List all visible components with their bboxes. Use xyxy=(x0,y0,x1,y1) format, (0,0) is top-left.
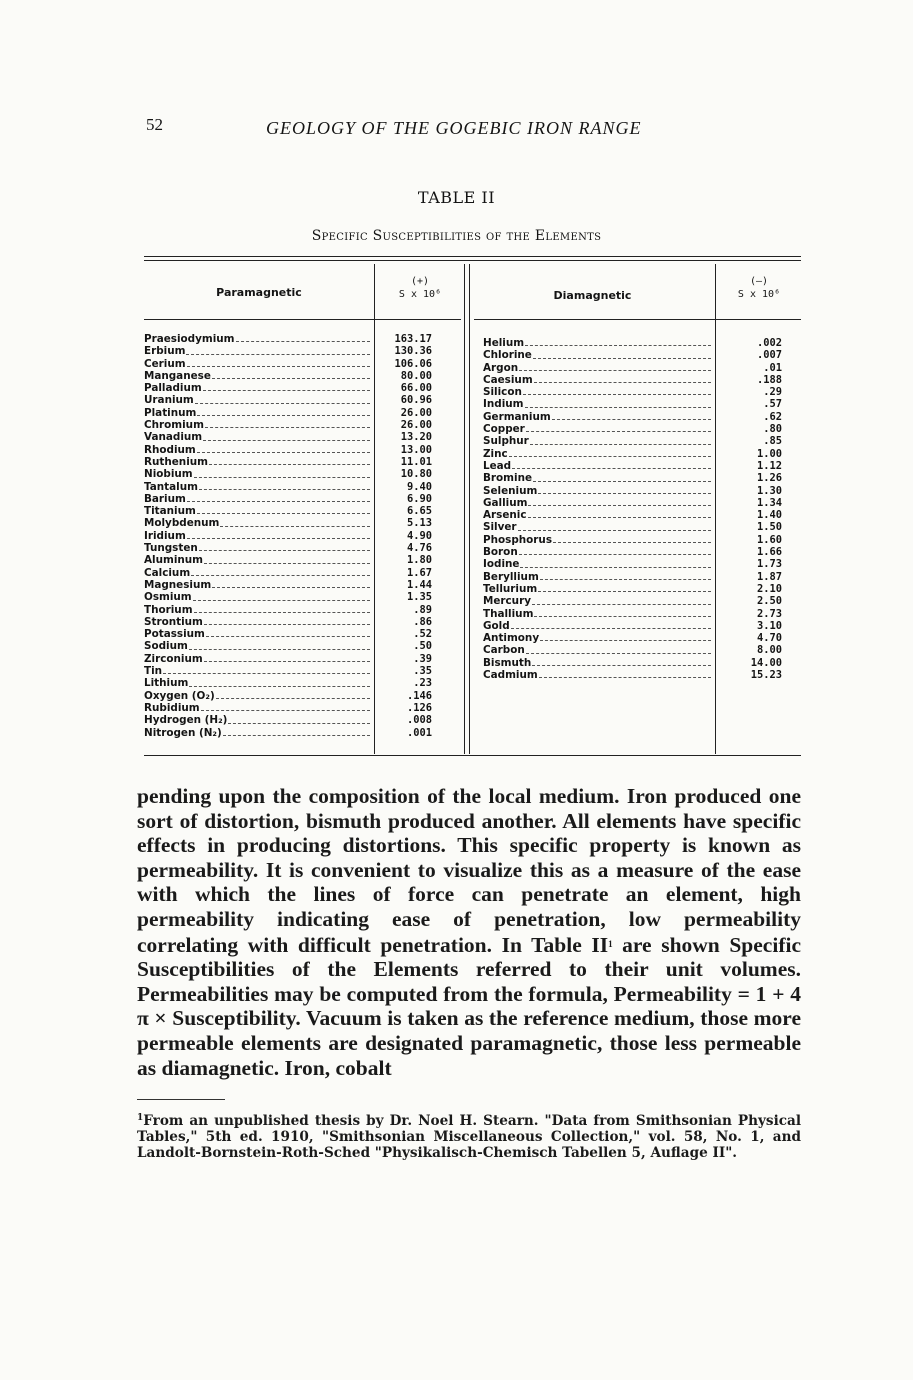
footnote-rule xyxy=(137,1099,225,1100)
susceptibility-value: .52 xyxy=(413,628,432,641)
dia-name-column xyxy=(483,337,711,681)
table-row xyxy=(144,727,370,739)
element-name: Tungsten xyxy=(144,542,198,555)
susceptibility-value: 8.00 xyxy=(756,644,782,657)
element-name: Thallium xyxy=(483,607,534,620)
dot-leader xyxy=(523,394,711,395)
dot-leader xyxy=(220,526,370,527)
table-row xyxy=(144,653,370,665)
susceptibility-value: 1.40 xyxy=(756,509,782,522)
table-row xyxy=(483,595,711,607)
element-name: Mercury xyxy=(483,595,531,608)
table-bottom-rule xyxy=(144,755,801,756)
dot-leader xyxy=(519,554,711,555)
susceptibility-value: .188 xyxy=(756,373,782,386)
para-divider xyxy=(374,264,375,754)
table-row xyxy=(483,558,711,570)
dot-leader xyxy=(204,624,370,625)
element-name: Aluminum xyxy=(144,554,204,567)
table-row xyxy=(483,398,711,410)
table-row xyxy=(483,460,711,472)
para-header-rule xyxy=(144,319,461,320)
susceptibility-value: .126 xyxy=(406,701,432,714)
element-name: Tin xyxy=(144,665,163,678)
susceptibility-value: .62 xyxy=(763,410,782,423)
table-row xyxy=(483,423,711,435)
table-row xyxy=(483,534,711,546)
susceptibility-value: .008 xyxy=(406,714,432,727)
table-row xyxy=(144,591,370,603)
dia-divider xyxy=(715,264,716,754)
element-name: Palladium xyxy=(144,382,202,395)
element-name: Cadmium xyxy=(483,669,538,682)
susceptibility-value: 1.26 xyxy=(756,472,782,485)
element-name: Sulphur xyxy=(483,435,529,448)
table-row xyxy=(483,435,711,447)
susceptibility-value: 9.40 xyxy=(406,480,432,493)
element-name: Germanium xyxy=(483,410,551,423)
susceptibility-value: 60.96 xyxy=(400,394,432,407)
dot-leader xyxy=(199,550,370,551)
dot-leader xyxy=(212,587,370,588)
element-name: Cerium xyxy=(144,357,186,370)
element-name: Niobium xyxy=(144,468,193,481)
element-name: Platinum xyxy=(144,406,197,419)
table-row xyxy=(483,448,711,460)
susceptibility-value: .007 xyxy=(756,349,782,362)
table-row xyxy=(483,374,711,386)
element-name: Helium xyxy=(483,337,525,349)
susceptibility-value: 6.65 xyxy=(406,505,432,518)
element-name: Nitrogen (N₂) xyxy=(144,726,222,739)
susceptibility-value: 4.90 xyxy=(406,529,432,542)
dot-leader xyxy=(223,735,370,736)
table-row xyxy=(144,407,370,419)
element-name: Thorium xyxy=(144,603,193,616)
dot-leader xyxy=(520,567,711,568)
susceptibility-value: .002 xyxy=(756,337,782,349)
dot-leader xyxy=(534,382,711,383)
para-column-header: Paramagnetic xyxy=(216,286,302,299)
susceptibility-value: .35 xyxy=(413,665,432,678)
element-name: Beryllium xyxy=(483,570,539,583)
susceptibility-value: 3.10 xyxy=(756,619,782,632)
dot-leader xyxy=(204,563,370,564)
dot-leader xyxy=(519,370,711,371)
table-row xyxy=(483,546,711,558)
element-name: Lithium xyxy=(144,677,189,690)
susceptibility-value: 11.01 xyxy=(400,455,432,468)
table-row xyxy=(144,370,370,382)
susceptibility-value: 163.17 xyxy=(394,333,432,345)
element-name: Silicon xyxy=(483,386,522,399)
table-row xyxy=(144,530,370,542)
dot-leader xyxy=(552,419,711,420)
table-row xyxy=(144,333,370,345)
table-title: TABLE II xyxy=(417,188,496,207)
table-row xyxy=(483,362,711,374)
susceptibility-value: 1.35 xyxy=(406,591,432,604)
dot-leader xyxy=(203,390,370,391)
element-name: Silver xyxy=(483,521,517,534)
susceptibility-value: 2.50 xyxy=(756,595,782,608)
table-row xyxy=(144,616,370,628)
element-name: Praesiodymium xyxy=(144,333,235,345)
dot-leader xyxy=(187,538,370,539)
element-name: Bismuth xyxy=(483,656,532,669)
footnote xyxy=(137,1110,801,1161)
susceptibility-value: .85 xyxy=(763,435,782,448)
center-divider-2 xyxy=(469,264,470,754)
table-row xyxy=(144,394,370,406)
element-name: Chromium xyxy=(144,419,204,432)
table-row xyxy=(144,456,370,468)
susceptibility-value: .80 xyxy=(763,423,782,436)
susceptibility-value: 106.06 xyxy=(394,357,432,370)
susceptibility-value: 2.10 xyxy=(756,582,782,595)
table-row xyxy=(144,358,370,370)
element-name: Erbium xyxy=(144,345,186,358)
susceptibility-value: 80.00 xyxy=(400,369,432,382)
dot-leader xyxy=(539,677,711,678)
dot-leader xyxy=(532,604,711,605)
susceptibility-value: 1.80 xyxy=(406,554,432,567)
element-name: Caesium xyxy=(483,373,533,386)
table-row xyxy=(144,517,370,529)
dia-value-column xyxy=(728,337,782,681)
element-name: Oxygen (O₂) xyxy=(144,689,215,702)
table-row xyxy=(483,386,711,398)
susceptibility-value: 14.00 xyxy=(750,656,782,669)
susceptibility-value: .146 xyxy=(406,689,432,702)
table-row xyxy=(483,669,711,681)
susceptibility-value: 1.67 xyxy=(406,566,432,579)
element-name: Sodium xyxy=(144,640,188,653)
susceptibility-value: 1.60 xyxy=(756,533,782,546)
element-name: Tantalum xyxy=(144,480,198,493)
table-top-rule-2 xyxy=(144,260,801,261)
dot-leader xyxy=(189,686,370,687)
table-caption: Specific Susceptibilities of the Elements xyxy=(311,228,602,244)
dot-leader xyxy=(193,600,370,601)
dot-leader xyxy=(512,468,711,469)
table-row xyxy=(144,444,370,456)
element-name: Hydrogen (H₂) xyxy=(144,714,228,727)
susceptibility-value: 1.44 xyxy=(406,578,432,591)
table-row xyxy=(483,632,711,644)
susceptibility-value: .39 xyxy=(413,652,432,665)
element-name: Antimony xyxy=(483,632,540,645)
element-name: Strontium xyxy=(144,615,203,628)
susceptibility-value: 130.36 xyxy=(394,345,432,358)
element-name: Copper xyxy=(483,423,525,436)
dot-leader xyxy=(191,575,370,576)
element-name: Iridium xyxy=(144,529,186,542)
element-name: Rhodium xyxy=(144,443,196,456)
dot-leader xyxy=(197,452,370,453)
table-row xyxy=(483,583,711,595)
element-name: Tellurium xyxy=(483,582,538,595)
dot-leader xyxy=(189,649,370,650)
susceptibility-value: 1.66 xyxy=(756,546,782,559)
table-row xyxy=(483,571,711,583)
dot-leader xyxy=(197,415,370,416)
table-row xyxy=(483,644,711,656)
dot-leader xyxy=(194,477,370,478)
body-text-part-2: are shown Specific Susceptibilities of the Elements referred to their unit volumes. Permeabilities may be computed from the formula, Permeability = 1 + 4 π × Susceptibility. Vacuum is taken as the reference medium, those more permeable elements are designated paramagnetic, those less permeable as diamagnetic. Iron, cobalt xyxy=(137,932,801,1080)
dot-leader xyxy=(195,403,370,404)
dot-leader xyxy=(186,354,370,355)
table-row xyxy=(144,345,370,357)
dot-leader xyxy=(534,616,711,617)
table-row xyxy=(144,493,370,505)
dot-leader xyxy=(201,710,370,711)
element-name: Osmium xyxy=(144,591,192,604)
table-row xyxy=(144,714,370,726)
element-name: Indium xyxy=(483,398,524,411)
susceptibility-value: .86 xyxy=(413,615,432,628)
dia-header-rule xyxy=(474,319,801,320)
susceptibility-value: 1.87 xyxy=(756,570,782,583)
dot-leader xyxy=(518,530,711,531)
table-row xyxy=(483,349,711,361)
dot-leader xyxy=(206,636,370,637)
footnote-reference: 1 xyxy=(608,938,613,949)
susceptibility-value: .23 xyxy=(413,677,432,690)
susceptibility-value: 4.76 xyxy=(406,542,432,555)
dot-leader xyxy=(525,407,712,408)
element-name: Chlorine xyxy=(483,349,532,362)
table-row xyxy=(483,620,711,632)
table-top-rule-1 xyxy=(144,256,801,257)
dot-leader xyxy=(540,640,711,641)
dot-leader xyxy=(187,366,370,367)
susceptibility-value: 13.20 xyxy=(400,431,432,444)
susceptibility-value: 2.73 xyxy=(756,607,782,620)
table-row xyxy=(144,567,370,579)
element-name: Gallium xyxy=(483,496,528,509)
table-row xyxy=(483,497,711,509)
susceptibility-value: 10.80 xyxy=(400,468,432,481)
table-row xyxy=(144,665,370,677)
table-row xyxy=(483,337,711,349)
dot-leader xyxy=(187,501,370,502)
susceptibility-value: .29 xyxy=(763,386,782,399)
para-sign-header: (+) xyxy=(410,276,430,287)
table-row xyxy=(144,481,370,493)
element-name: Magnesium xyxy=(144,578,212,591)
element-name: Barium xyxy=(144,492,186,505)
table-row xyxy=(144,431,370,443)
table-row xyxy=(144,542,370,554)
dot-leader xyxy=(533,481,711,482)
dot-leader xyxy=(216,698,370,699)
susceptibility-value: 13.00 xyxy=(400,443,432,456)
table-row xyxy=(483,509,711,521)
susceptibility-value: 1.73 xyxy=(756,558,782,571)
dot-leader xyxy=(528,517,711,518)
table-row xyxy=(144,702,370,714)
susceptibility-value: 1.12 xyxy=(756,459,782,472)
dot-leader xyxy=(204,661,370,662)
susceptibility-value: 26.00 xyxy=(400,419,432,432)
table-row xyxy=(483,521,711,533)
table-row xyxy=(144,419,370,431)
dot-leader xyxy=(209,464,370,465)
susceptibility-value: 1.30 xyxy=(756,484,782,497)
susceptibility-value: .001 xyxy=(406,726,432,739)
dia-column-header: Diamagnetic xyxy=(553,289,632,302)
dot-leader xyxy=(509,456,711,457)
dot-leader xyxy=(540,579,711,580)
dot-leader xyxy=(236,341,370,342)
susceptibility-value: 1.34 xyxy=(756,496,782,509)
element-name: Iodine xyxy=(483,558,520,571)
dot-leader xyxy=(228,723,370,724)
element-name: Argon xyxy=(483,361,519,374)
element-name: Zirconium xyxy=(144,652,203,665)
table-row xyxy=(144,382,370,394)
susceptibility-value: .50 xyxy=(413,640,432,653)
dia-unit-header: S x 10⁶ xyxy=(737,289,781,300)
dot-leader xyxy=(526,431,711,432)
susceptibility-value: 1.00 xyxy=(756,447,782,460)
element-name: Potassium xyxy=(144,628,205,641)
dot-leader xyxy=(532,665,711,666)
susceptibility-value: 4.70 xyxy=(756,632,782,645)
element-name: Uranium xyxy=(144,394,194,407)
running-head: GEOLOGY OF THE GOGEBIC IRON RANGE xyxy=(266,118,642,138)
element-name: Gold xyxy=(483,619,510,632)
body-text-part-1: pending upon the composition of the local medium. Iron produced one sort of distortion, bismuth produced another. All elements have specific effects in producing distortions. This specific property is known as permeability. It is convenient to visualize this as a measure of the ease with which the lines of force can penetrate an element, high permeability indicating ease of penetration, low permeability correlating with difficult penetration. In Table II xyxy=(137,784,801,957)
table-row xyxy=(483,411,711,423)
element-name: Arsenic xyxy=(483,509,527,522)
element-name: Lead xyxy=(483,459,512,472)
dot-leader xyxy=(530,444,711,445)
element-name: Manganese xyxy=(144,369,211,382)
dot-leader xyxy=(528,505,711,506)
footnote-text: From an unpublished thesis by Dr. Noel H. Stearn. "Data from Smithsonian Physical Tables," 5th ed. 1910, "Smithsonian Miscellaneous Collection," vol. 58, No. 1, and Landolt-Bornstein-Roth-Sched "Physikalisch-Chemisch Tabellen 5, Auflage II". xyxy=(137,1113,801,1161)
susceptibility-value: .57 xyxy=(763,398,782,411)
element-name: Rubidium xyxy=(144,701,200,714)
table-row xyxy=(483,472,711,484)
table-row xyxy=(483,608,711,620)
body-paragraph xyxy=(137,784,801,1080)
element-name: Ruthenium xyxy=(144,455,208,468)
susceptibility-value: 6.90 xyxy=(406,492,432,505)
dot-leader xyxy=(203,440,370,441)
dot-leader xyxy=(538,493,711,494)
dot-leader xyxy=(194,612,370,613)
para-unit-header: S x 10⁶ xyxy=(398,289,442,300)
susceptibility-value: 15.23 xyxy=(750,669,782,682)
dot-leader xyxy=(205,427,370,428)
table-row xyxy=(144,640,370,652)
element-name: Calcium xyxy=(144,566,191,579)
table-row xyxy=(144,677,370,689)
dot-leader xyxy=(553,542,711,543)
page-number: 52 xyxy=(146,115,163,134)
center-divider-1 xyxy=(464,264,465,754)
element-name: Selenium xyxy=(483,484,538,497)
table-row xyxy=(483,485,711,497)
table-row xyxy=(144,505,370,517)
element-name: Carbon xyxy=(483,644,525,657)
table-row xyxy=(144,554,370,566)
dot-leader xyxy=(511,628,711,629)
dot-leader xyxy=(526,653,711,654)
element-name: Bromine xyxy=(483,472,533,485)
susceptibility-value: .01 xyxy=(763,361,782,374)
dia-sign-header: (—) xyxy=(749,276,769,287)
dot-leader xyxy=(525,345,711,346)
dot-leader xyxy=(538,591,711,592)
susceptibility-value: 5.13 xyxy=(406,517,432,530)
element-name: Phosphorus xyxy=(483,533,553,546)
susceptibility-value: 26.00 xyxy=(400,406,432,419)
table-row xyxy=(144,579,370,591)
dot-leader xyxy=(197,513,370,514)
element-name: Molybdenum xyxy=(144,517,220,530)
table-row xyxy=(144,604,370,616)
element-name: Vanadium xyxy=(144,431,203,444)
table-row xyxy=(144,690,370,702)
footnote-marker: 1 xyxy=(137,1113,144,1123)
element-name: Boron xyxy=(483,546,518,559)
dot-leader xyxy=(163,673,370,674)
susceptibility-value: .89 xyxy=(413,603,432,616)
dot-leader xyxy=(533,358,711,359)
element-name: Titanium xyxy=(144,505,196,518)
dot-leader xyxy=(212,378,370,379)
table-row xyxy=(483,657,711,669)
element-name: Zinc xyxy=(483,447,508,460)
dot-leader xyxy=(199,489,370,490)
table-row xyxy=(144,628,370,640)
susceptibility-value: 1.50 xyxy=(756,521,782,534)
susceptibility-value: 66.00 xyxy=(400,382,432,395)
table-row xyxy=(144,468,370,480)
para-value-column xyxy=(378,333,432,739)
para-name-column xyxy=(144,333,370,739)
